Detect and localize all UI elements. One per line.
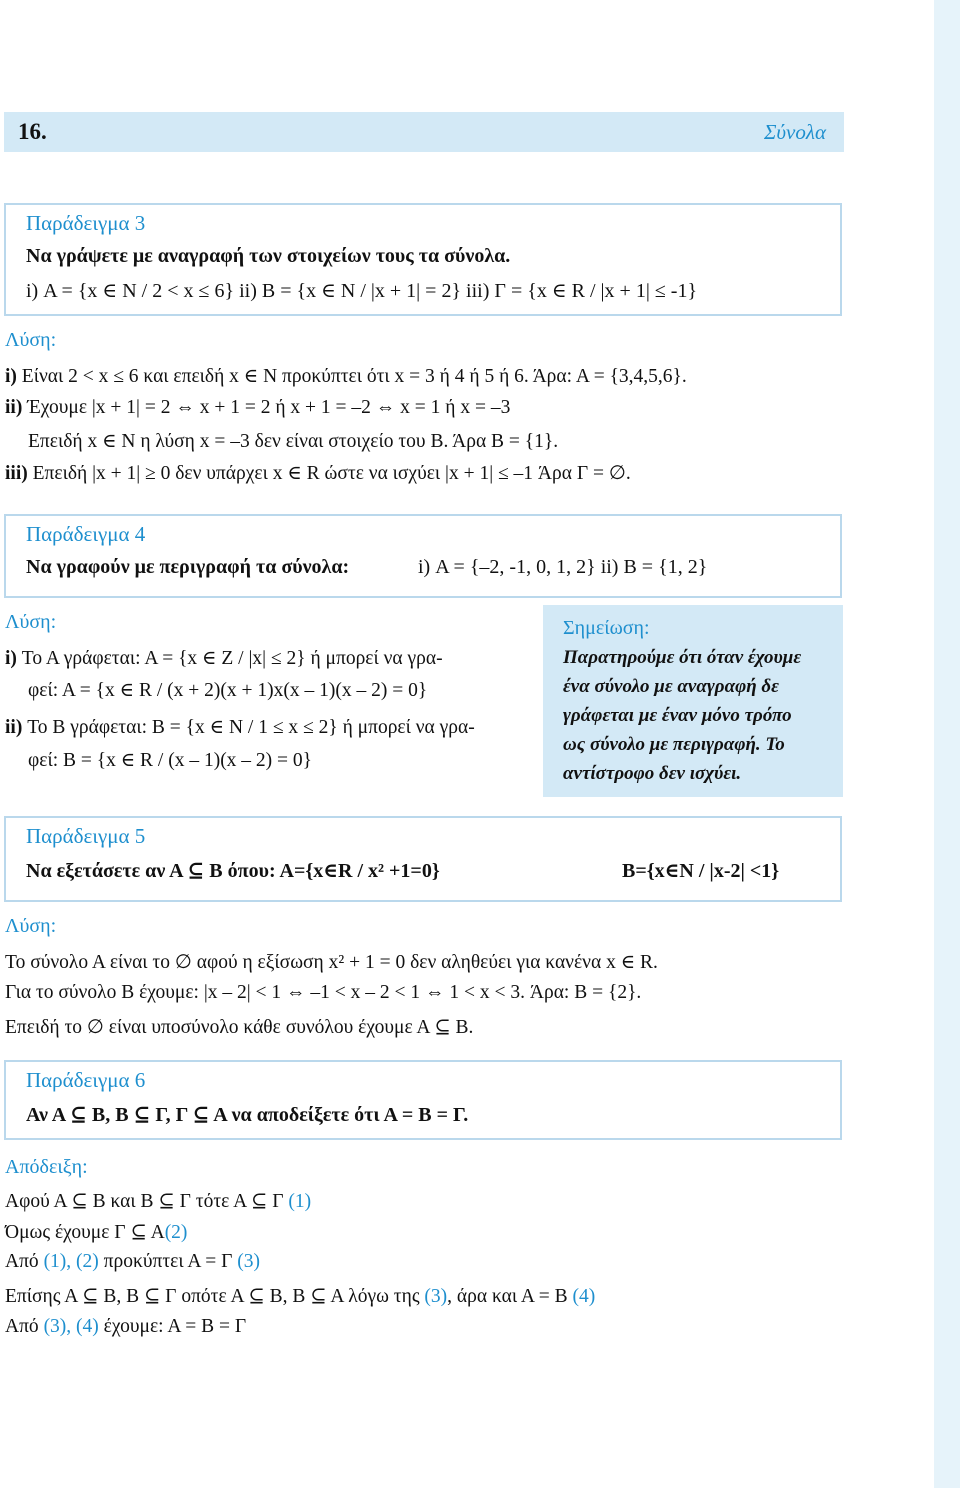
solution-5-line-1: Το σύνολο Α είναι το ∅ αφού η εξίσωση x² + 1 = 0 δεν αληθεύει για κανένα x ∈ R. xyxy=(5,952,658,973)
proof-6-l1-text: Αφού Α ⊆ Β και Β ⊆ Γ τότε Α ⊆ Γ xyxy=(5,1191,284,1212)
proof-6-ref: (3) xyxy=(237,1251,261,1272)
solution-4-ii-text2: φεί: Β = {x ∈ R / (x – 1)(x – 2) = 0} xyxy=(28,750,313,771)
proof-6-l5-a: Από xyxy=(5,1316,39,1337)
solution-4-line-ii xyxy=(5,715,475,739)
solution-3-label: Λύση: xyxy=(5,329,57,351)
proof-6-l4-a: Επίσης Α ⊆ Β, Β ⊆ Γ οπότε Α ⊆ Β, Β ⊆ Α λόγω της xyxy=(5,1286,420,1307)
example-5-statement: Να εξετάσετε αν Α ⊆ Β όπου: Α={x∈R / x² +1=0} xyxy=(26,860,440,882)
solution-3-ii-text: Έχουμε |x + 1| = 2 ⇔ x + 1 = 2 ή x + 1 = –2 ⇔ x = 1 ή x = –3 xyxy=(27,397,511,418)
solution-4-ii-text1: Το Β γράφεται: Β = {x ∈ Ν / 1 ≤ x ≤ 2} ή μπορεί να γρα- xyxy=(27,717,475,738)
proof-6-l5-b: έχουμε: Α = Β = Γ xyxy=(103,1316,247,1337)
proof-6-line-3 xyxy=(5,1251,260,1273)
proof-6-ref: (3), (4) xyxy=(43,1316,99,1337)
proof-6-ref: (4) xyxy=(572,1286,596,1307)
page-header xyxy=(4,112,844,152)
proof-6-line-2 xyxy=(5,1220,187,1244)
example-4-parts: i) Α = {–2, -1, 0, 1, 2} ii) Β = {1, 2} xyxy=(418,556,708,578)
proof-6-l2-text: Όμως έχουμε Γ ⊆ Α xyxy=(5,1222,165,1243)
solution-3-line-i xyxy=(5,364,687,388)
solution-3-line-ii xyxy=(5,397,510,419)
note-line: ως σύνολο με περιγραφή. Το xyxy=(563,734,785,755)
solution-4-i-text1: Το Α γράφεται: Α = {x ∈ Ζ / |x| ≤ 2} ή μπορεί να γρα- xyxy=(21,648,443,669)
solution-3-iii-tag: iii) xyxy=(5,463,28,484)
proof-6-l3-a: Από xyxy=(5,1251,39,1272)
solution-3-line-iii xyxy=(5,461,631,485)
solution-4-ii-tag: ii) xyxy=(5,717,23,738)
proof-6-ref: (1), (2) xyxy=(43,1251,99,1272)
proof-6-line-1 xyxy=(5,1189,311,1213)
example-3-parts: i) Α = {x ∈ Ν / 2 < x ≤ 6} ii) Β = {x ∈ Ν / |x + 1| = 2} iii) Γ = {x ∈ R / |x + 1| ≤ -1} xyxy=(26,280,698,302)
note-title: Σημείωση: xyxy=(563,617,650,639)
proof-6-ref: (1) xyxy=(288,1191,312,1212)
proof-6-ref: (3) xyxy=(424,1286,448,1307)
example-3-title: Παράδειγμα 3 xyxy=(26,211,146,235)
proof-6-l3-b: προκύπτει Α = Γ xyxy=(103,1251,233,1272)
solution-5-line-2: Για το σύνολο Β έχουμε: |x – 2| < 1 ⇔ –1 < x – 2 < 1 ⇔ 1 < x < 3. Άρα: Β = {2}. xyxy=(5,982,642,1003)
example-5-title: Παράδειγμα 5 xyxy=(26,824,146,848)
solution-3-iii-text: Επειδή |x + 1| ≥ 0 δεν υπάρχει x ∈ R ώστε να ισχύει |x + 1| ≤ –1 Άρα Γ = ∅. xyxy=(32,463,631,484)
proof-6-line-4 xyxy=(5,1284,595,1308)
solution-4-i-tag: i) xyxy=(5,648,17,669)
chapter-title: Σύνολα xyxy=(763,120,826,144)
solution-4-i-text2: φεί: Α = {x ∈ R / (x + 2)(x + 1)x(x – 1)(x – 2) = 0} xyxy=(28,680,428,701)
solution-4-line-i xyxy=(5,646,443,670)
solution-4-label: Λύση: xyxy=(5,611,57,633)
solution-5-line-3: Επειδή το ∅ είναι υποσύνολο κάθε συνόλου έχουμε Α ⊆ Β. xyxy=(5,1017,474,1038)
note-line: γράφεται με έναν μόνο τρόπο xyxy=(563,705,792,726)
right-margin-strip xyxy=(934,0,960,1488)
example-5-box xyxy=(4,816,842,902)
example-3-statement: Να γράψετε με αναγραφή των στοιχείων τους τα σύνολα. xyxy=(26,245,511,267)
example-3-box xyxy=(4,203,842,316)
example-6-statement: Αν Α ⊆ Β, Β ⊆ Γ, Γ ⊆ Α να αποδείξετε ότι Α = Β = Γ. xyxy=(26,1104,469,1126)
solution-3-ii-tag: ii) xyxy=(5,397,23,418)
proof-6-label: Απόδειξη: xyxy=(5,1156,88,1178)
example-4-title: Παράδειγμα 4 xyxy=(26,522,146,546)
example-4-box xyxy=(4,514,842,598)
proof-6-ref: (2) xyxy=(164,1222,188,1243)
solution-5-label: Λύση: xyxy=(5,915,57,937)
solution-3-line-ii-cont: Επειδή x ∈ Ν η λύση x = –3 δεν είναι στοιχείο του Β. Άρα Β = {1}. xyxy=(28,431,559,452)
page-number: 16. xyxy=(18,119,47,144)
proof-6-line-5 xyxy=(5,1316,246,1338)
proof-6-l4-b: , άρα και Α = Β xyxy=(447,1286,568,1307)
note-box xyxy=(543,605,843,797)
solution-3-i-tag: i) xyxy=(5,366,17,387)
note-line: ένα σύνολο με αναγραφή δε xyxy=(563,676,779,697)
example-4-statement: Να γραφούν με περιγραφή τα σύνολα: xyxy=(26,556,350,578)
example-6-title: Παράδειγμα 6 xyxy=(26,1068,146,1092)
solution-3-i-text: Είναι 2 < x ≤ 6 και επειδή x ∈ Ν προκύπτει ότι x = 3 ή 4 ή 5 ή 6. Άρα: Α = {3,4,5,6}. xyxy=(21,366,687,387)
note-line: Παρατηρούμε ότι όταν έχουμε xyxy=(563,647,802,668)
example-5-set-b: Β={x∈Ν / |x-2| <1} xyxy=(622,860,780,882)
note-line: αντίστροφο δεν ισχύει. xyxy=(563,763,742,784)
example-6-box xyxy=(4,1060,842,1140)
